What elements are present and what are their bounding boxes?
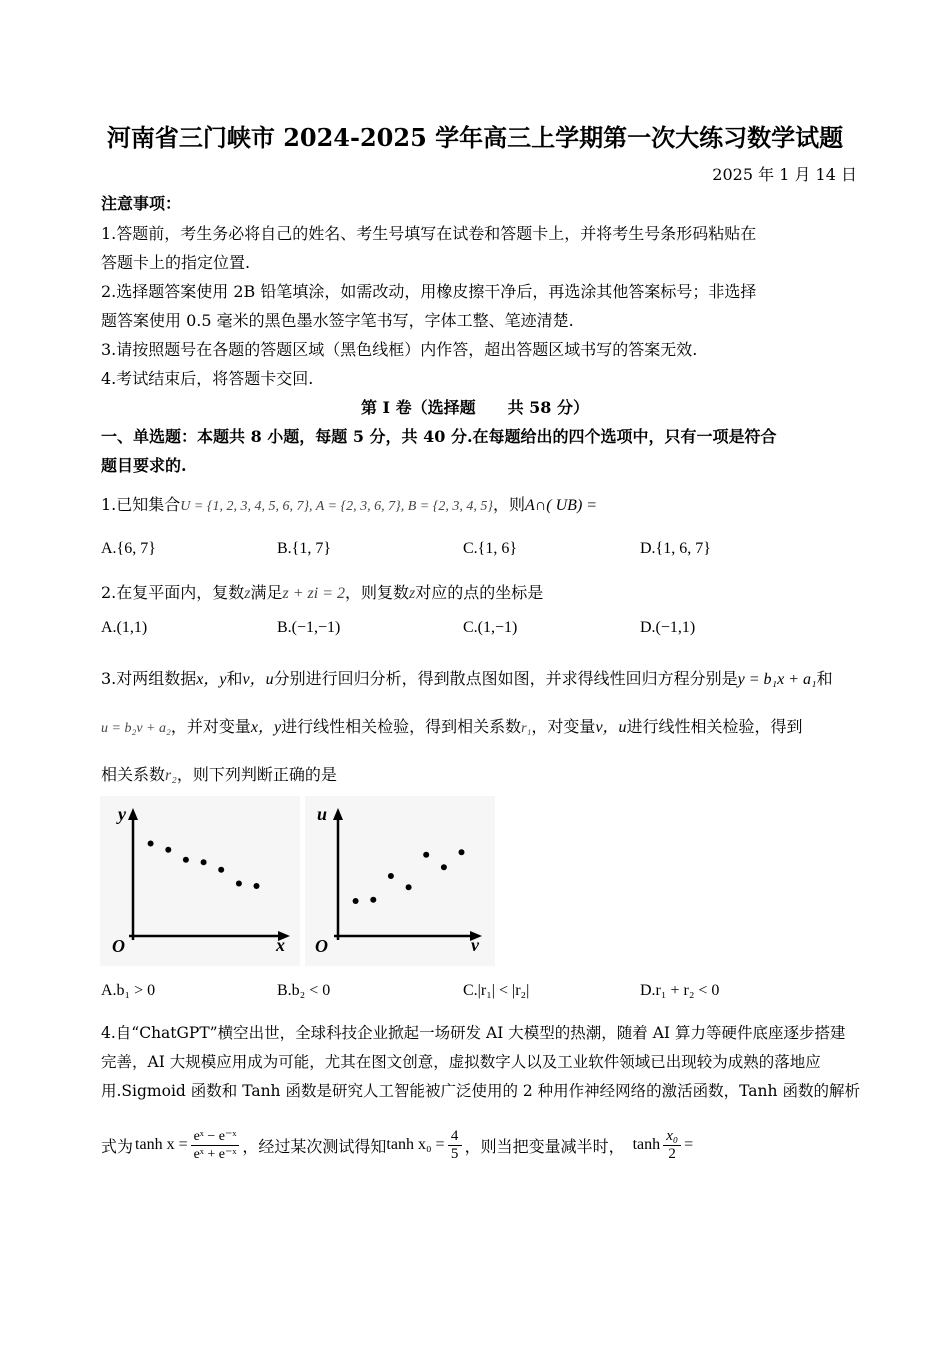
question-2 bbox=[101, 580, 543, 603]
part-title: 第 I 卷（选择题 共 58 分） bbox=[360, 398, 590, 417]
origin-label: O bbox=[315, 936, 328, 956]
q4-fraction-numerator: eˣ − e⁻ˣ bbox=[193, 1128, 237, 1144]
q3-and: 和 bbox=[226, 669, 243, 688]
q1-option-b: B.{1, 7} bbox=[277, 540, 332, 557]
scatter-point bbox=[406, 884, 412, 890]
scatter-point bbox=[165, 847, 171, 853]
scatter-chart-left bbox=[100, 796, 300, 966]
q3-text: 进行线性相关检验，得到 bbox=[626, 717, 803, 736]
notice-line: 题答案使用 0.5 毫米的黑色墨水签字笔书写，字体工整、笔迹清楚. bbox=[101, 311, 574, 330]
q3-vu: v，u bbox=[595, 719, 627, 736]
scatter-point bbox=[388, 873, 394, 879]
scatter-point bbox=[459, 849, 465, 855]
q3-xy: x，y bbox=[250, 719, 282, 736]
q4-fraction bbox=[191, 1128, 240, 1163]
q1-sets: U = {1, 2, 3, 4, 5, 6, 7}, A = {2, 3, 6, 7}, B = {2, 3, 4, 5} bbox=[180, 499, 493, 514]
q3-option-d: D.r₁ + r₂ < 0 bbox=[640, 982, 720, 999]
q4-text: ，则当把变量减半时， bbox=[464, 1136, 625, 1156]
q4-tanh-x0: tanh x₀ = bbox=[386, 1136, 445, 1153]
notice-heading: 注意事项： bbox=[101, 194, 182, 213]
section-line: 题目要求的. bbox=[101, 456, 187, 475]
q4-line: 完善，AI 大规模应用成为可能，尤其在图文创意，虚拟数字人以及工业软件领域已出现较为成熟的落地应 bbox=[101, 1053, 821, 1071]
q4-line: 用.Sigmoid 函数和 Tanh 函数是研究人工智能被广泛使用的 2 种用作神经网络的激活函数，Tanh 函数的解析 bbox=[101, 1082, 860, 1100]
q3-text: 相关系数 bbox=[101, 765, 166, 784]
question-1 bbox=[101, 492, 597, 515]
q4-equals: = bbox=[684, 1136, 694, 1153]
exam-date: 2025 年 1 月 14 日 bbox=[712, 165, 857, 184]
q1-option-c: C.{1, 6} bbox=[463, 540, 518, 557]
q2-mid: 满足 bbox=[250, 583, 283, 602]
q2-option-d: D.(−1,1) bbox=[640, 619, 696, 636]
section-line: 一、单选题：本题共 8 小题，每题 5 分，共 40 分.在每题给出的四个选项中，只有一项是符合 bbox=[101, 427, 777, 446]
q2-suffix1: ，则复数 bbox=[345, 583, 410, 602]
page-title: 河南省三门峡市 2024-2025 学年高三上学期第一次大练习数学试题 bbox=[106, 123, 844, 152]
q3-text: 3.对两组数据 bbox=[101, 669, 197, 688]
scatter-point bbox=[148, 841, 154, 847]
scatter-point bbox=[218, 867, 224, 873]
q3-option-a: A.b₁ > 0 bbox=[101, 982, 156, 999]
q1-expr: A∩( UB) = bbox=[524, 497, 598, 514]
q4-fraction-numerator: 4 bbox=[450, 1127, 459, 1144]
notice-line: 4.考试结束后，将答题卡交回. bbox=[101, 369, 314, 388]
y-axis-label: y bbox=[118, 804, 126, 824]
q2-option-b: B.(−1,−1) bbox=[277, 619, 341, 636]
q4-fraction-denominator: eˣ + e⁻ˣ bbox=[193, 1146, 237, 1162]
scatter-point bbox=[353, 898, 359, 904]
scatter-point bbox=[423, 852, 429, 858]
y-axis-label: u bbox=[317, 804, 328, 824]
q3-r1: r₁ bbox=[521, 721, 532, 736]
q3-text: ，则下列判断正确的是 bbox=[176, 765, 337, 784]
scatter-point bbox=[254, 883, 260, 889]
q2-option-a: A.(1,1) bbox=[101, 619, 148, 636]
q4-text: 式为 bbox=[101, 1136, 134, 1156]
q4-tanh-x: tanh x = bbox=[135, 1136, 188, 1153]
q2-suffix2: 对应的点的坐标是 bbox=[415, 583, 544, 602]
notice-line: 2.选择题答案使用 2B 铅笔填涂，如需改动，用橡皮擦干净后，再选涂其他答案标号；非选择 bbox=[101, 282, 757, 301]
q2-equation: z + zi = 2 bbox=[282, 585, 346, 602]
q1-suffix: ，则 bbox=[492, 495, 525, 514]
q2-option-c: C.(1,−1) bbox=[463, 619, 518, 636]
scatter-point bbox=[370, 897, 376, 903]
q4-fraction-denominator: 2 bbox=[668, 1145, 676, 1162]
q2-z: z bbox=[244, 585, 251, 602]
question-3-line-2 bbox=[101, 714, 803, 737]
q4-fraction-half bbox=[663, 1128, 681, 1163]
q4-fraction-denominator: 5 bbox=[450, 1145, 459, 1162]
q1-option-d: D.{1, 6, 7} bbox=[640, 540, 711, 557]
q2-z2: z bbox=[409, 585, 416, 602]
question-3-line-3 bbox=[101, 762, 337, 785]
scatter-point bbox=[236, 881, 242, 887]
q2-prefix: 2.在复平面内，复数 bbox=[101, 583, 245, 602]
q4-text: ，经过某次测试得知 bbox=[242, 1136, 387, 1156]
x-axis-label: v bbox=[471, 935, 479, 955]
q3-xy: x，y bbox=[196, 671, 227, 688]
notice-line: 3.请按照题号在各题的答题区域（黑色线框）内作答，超出答题区域书写的答案无效. bbox=[101, 340, 698, 359]
question-3-line-1 bbox=[101, 666, 833, 689]
q3-text: 和 bbox=[816, 669, 833, 688]
q3-vu: v，u bbox=[242, 671, 274, 688]
q3-text: ，并对变量 bbox=[170, 717, 251, 736]
notice-line: 1.答题前，考生务必将自己的姓名、考生号填写在试卷和答题卡上，并将考生号条形码粘贴在 bbox=[101, 224, 757, 243]
q3-text: 分别进行回归分析，得到散点图如图，并求得线性回归方程分别是 bbox=[273, 669, 738, 688]
question-4-formula-line bbox=[101, 1122, 693, 1168]
q3-equation-2: u = b₂v + a₂ bbox=[101, 721, 171, 736]
q4-fraction-numerator: x₀ bbox=[666, 1127, 679, 1144]
q3-option-c: C.|r₁| < |r₂| bbox=[463, 982, 530, 999]
q3-option-b: B.b₂ < 0 bbox=[277, 982, 331, 999]
q3-r2: r₂ bbox=[165, 767, 177, 784]
scatter-point bbox=[441, 864, 447, 870]
origin-label: O bbox=[112, 936, 125, 956]
scatter-point bbox=[201, 859, 207, 865]
x-axis-label: x bbox=[276, 935, 285, 955]
q4-fraction-4-5 bbox=[448, 1128, 462, 1163]
scatter-chart-right bbox=[305, 796, 495, 966]
q1-option-a: A.{6, 7} bbox=[101, 540, 156, 557]
q3-text: ，对变量 bbox=[531, 717, 596, 736]
notice-line: 答题卡上的指定位置. bbox=[101, 253, 251, 272]
q4-line: 4.自“ChatGPT”横空出世，全球科技企业掀起一场研发 AI 大模型的热潮，随着 AI 算力等硬件底座逐步搭建 bbox=[101, 1024, 846, 1042]
q3-equation-1: y = b₁x + a₁ bbox=[737, 671, 817, 688]
q4-tanh-half: tanh bbox=[632, 1136, 661, 1153]
q1-prefix: 1.已知集合 bbox=[101, 495, 181, 514]
q3-text: 进行线性相关检验，得到相关系数 bbox=[281, 717, 522, 736]
scatter-point bbox=[183, 857, 189, 863]
